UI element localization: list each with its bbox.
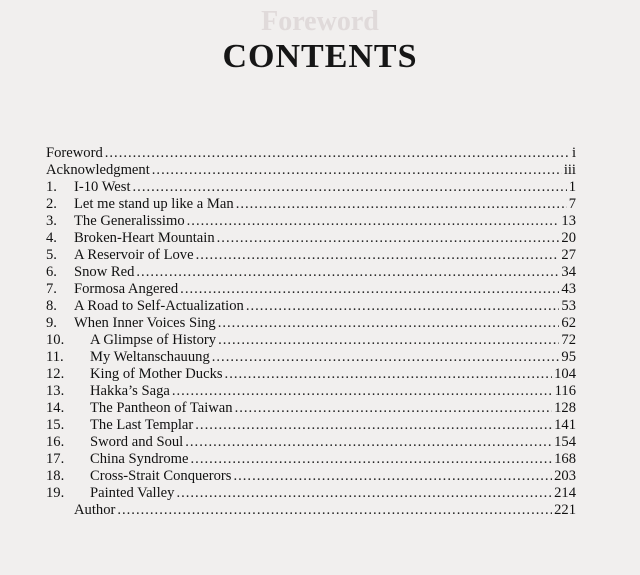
toc-entry-title: Sword and Soul [90, 434, 184, 450]
toc-entry [46, 230, 576, 247]
toc-entry [46, 196, 576, 213]
toc-leader-dots [218, 315, 560, 332]
toc-entry-page: 13 [561, 213, 576, 229]
toc-entry [46, 451, 576, 468]
toc-entry-page: 214 [554, 485, 576, 501]
toc-entry-title: When Inner Voices Sing [74, 315, 216, 331]
toc-entry-title: A Reservoir of Love [74, 247, 194, 263]
toc-entry-title: Let me stand up like a Man [74, 196, 234, 212]
toc-entry [46, 417, 576, 434]
bleed-through-title: Foreword [261, 6, 379, 37]
toc-entry [46, 162, 576, 179]
toc-entry-title: The Last Templar [90, 417, 194, 433]
toc-entry-number: 19. [46, 485, 65, 501]
toc-leader-dots [136, 264, 559, 281]
toc-entry-title: Cross-Strait Conquerors [90, 468, 232, 484]
toc-leader-dots [191, 451, 553, 468]
toc-entry-title: King of Mother Ducks [90, 366, 223, 382]
toc-entry-title: A Road to Self-Actualization [74, 298, 244, 314]
toc-entry-page: 154 [554, 434, 576, 450]
toc-entry [46, 383, 576, 400]
toc-entry [46, 298, 576, 315]
toc-entry [46, 281, 576, 298]
toc-leader-dots [176, 485, 552, 502]
toc-entry-title: Painted Valley [90, 485, 175, 501]
toc-leader-dots [152, 162, 562, 179]
toc-entry [46, 213, 576, 230]
toc-entry-number: 5. [46, 247, 57, 263]
toc-entry-page: 7 [568, 196, 576, 212]
toc-entry-number: 13. [46, 383, 65, 399]
toc-entry [46, 468, 576, 485]
toc-entry-title: Hakka’s Saga [90, 383, 170, 399]
toc-entry-title: I-10 West [74, 179, 131, 195]
toc-entry [46, 366, 576, 383]
toc-entry [46, 264, 576, 281]
toc-entry [46, 400, 576, 417]
toc-leader-dots [235, 400, 553, 417]
toc-leader-dots [236, 196, 567, 213]
toc-leader-dots [212, 349, 560, 366]
toc-leader-dots [133, 179, 567, 196]
toc-entry-page: 43 [561, 281, 576, 297]
toc-entry-number: 8. [46, 298, 57, 314]
toc-entry [46, 247, 576, 264]
toc-leader-dots [172, 383, 553, 400]
toc-entry-title: The Generalissimo [74, 213, 185, 229]
toc-entry-number: 17. [46, 451, 65, 467]
toc-entry-number: 11. [46, 349, 64, 365]
toc-entry-title: China Syndrome [90, 451, 189, 467]
toc-entry-page: 95 [561, 349, 576, 365]
toc-leader-dots [195, 417, 552, 434]
toc-entry-title: Broken-Heart Mountain [74, 230, 215, 246]
toc-leader-dots [185, 434, 552, 451]
toc-entry-number: 10. [46, 332, 65, 348]
toc-entry-page: 168 [554, 451, 576, 467]
toc-entry-page: 116 [554, 383, 576, 399]
toc-entry-page: 53 [561, 298, 576, 314]
toc-leader-dots [217, 230, 560, 247]
toc-entry-number: 7. [46, 281, 57, 297]
toc-entry-number: 9. [46, 315, 57, 331]
toc-entry-number: 1. [46, 179, 57, 195]
toc-entry-page: 20 [561, 230, 576, 246]
toc-entry-title: Acknowledgment [46, 162, 150, 178]
toc-entry-number: 4. [46, 230, 57, 246]
toc-entry [46, 315, 576, 332]
table-of-contents [46, 145, 576, 519]
toc-entry [46, 332, 576, 349]
toc-leader-dots [246, 298, 560, 315]
toc-entry-number: 2. [46, 196, 57, 212]
toc-entry-page: 34 [561, 264, 576, 280]
toc-entry-page: iii [563, 162, 576, 178]
toc-entry [46, 179, 576, 196]
toc-entry-page: 128 [554, 400, 576, 416]
toc-entry-number: 6. [46, 264, 57, 280]
toc-entry-title: Snow Red [74, 264, 135, 280]
toc-entry-page: 141 [554, 417, 576, 433]
toc-entry-page: i [571, 145, 576, 161]
toc-entry-number: 18. [46, 468, 65, 484]
toc-entry [46, 349, 576, 366]
toc-entry-title: The Pantheon of Taiwan [90, 400, 233, 416]
toc-entry-title: Author [74, 502, 116, 518]
toc-entry-title: A Glimpse of History [90, 332, 217, 348]
toc-entry-page: 203 [554, 468, 576, 484]
toc-leader-dots [196, 247, 560, 264]
toc-entry-title: Foreword [46, 145, 103, 161]
toc-entry [46, 434, 576, 451]
toc-entry-page: 221 [554, 502, 576, 518]
toc-leader-dots [233, 468, 552, 485]
toc-entry-number: 16. [46, 434, 65, 450]
toc-entry-number: 15. [46, 417, 65, 433]
toc-entry-page: 27 [561, 247, 576, 263]
toc-entry-page: 104 [554, 366, 576, 382]
toc-entry-number: 12. [46, 366, 65, 382]
toc-entry-title: My Weltanschauung [90, 349, 210, 365]
toc-entry-page: 1 [568, 179, 576, 195]
page-title: CONTENTS [222, 38, 418, 75]
toc-entry-page: 62 [561, 315, 576, 331]
toc-entry [46, 502, 576, 519]
toc-entry-number: 3. [46, 213, 57, 229]
toc-leader-dots [187, 213, 560, 230]
toc-entry [46, 485, 576, 502]
toc-entry [46, 145, 576, 162]
toc-leader-dots [180, 281, 559, 298]
toc-leader-dots [225, 366, 553, 383]
toc-entry-title: Formosa Angered [74, 281, 179, 297]
toc-entry-number: 14. [46, 400, 65, 416]
toc-leader-dots [218, 332, 559, 349]
toc-entry-page: 72 [561, 332, 576, 348]
toc-leader-dots [117, 502, 552, 519]
toc-leader-dots [105, 145, 570, 162]
